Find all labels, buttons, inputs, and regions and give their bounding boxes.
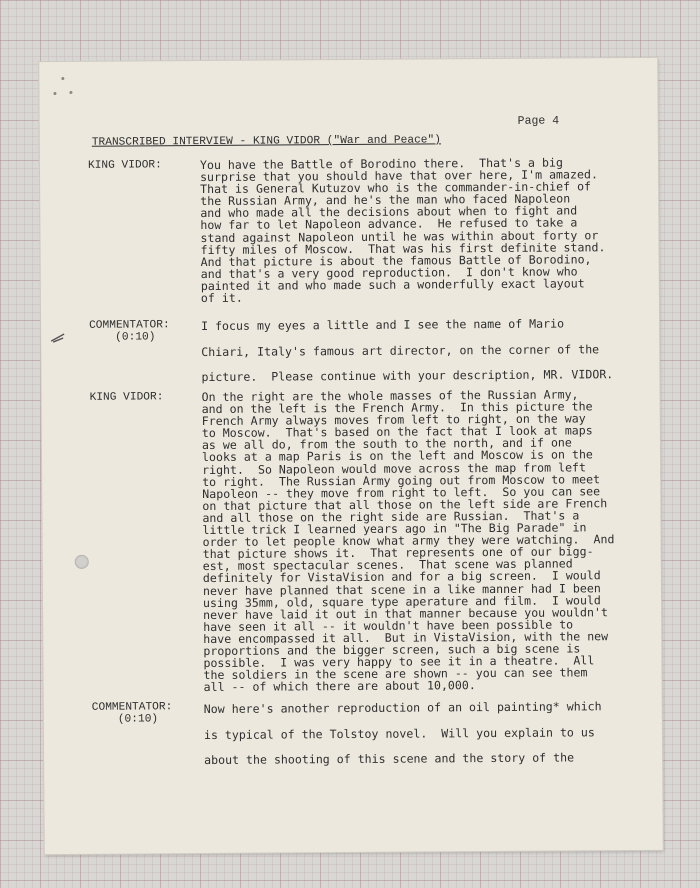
page-number: Page 4 xyxy=(517,114,560,128)
speaker-name: KING VIDOR: xyxy=(87,159,162,172)
speaker-name: KING VIDOR: xyxy=(89,391,164,404)
speaker-name: COMMENTATOR: xyxy=(91,701,173,714)
typed-page xyxy=(39,58,663,854)
speaker-label xyxy=(92,701,204,726)
speaker-duration: (0:10) xyxy=(115,331,156,344)
speaker-label xyxy=(88,159,200,172)
punch-hole xyxy=(75,555,89,569)
speaker-duration: (0:10) xyxy=(117,713,159,726)
pin-mark xyxy=(61,77,64,80)
speaker-label xyxy=(89,319,201,344)
speaker-label xyxy=(90,391,202,404)
document-title: TRANSCRIBED INTERVIEW - KING VIDOR ("War and Peace") xyxy=(91,134,441,149)
transcript-paragraph: You have the Battle of Borodino there. That's a big surprise that you should have that over here, I'm amazed. That is General Kutuzov who is the commander-in-chief of the Russian Army, and he's the man who faced Napoleon and who made all the decisions about when to fight and how far to let Napoleon advance. He refused to take a stand against Napoleon until he was within about forty or fifty miles of Moscow. That was his first definite stand. And that picture is about the famous Battle of Borodino, and that's a very good reproduction. I don't know who painted it and who made such a wonderfully exact layout of it. xyxy=(199,155,606,306)
pin-mark xyxy=(69,91,72,94)
speaker-name: COMMENTATOR: xyxy=(89,319,170,332)
transcript-paragraph: Now here's another reproduction of an oil painting* which is typical of the Tolstoy novel. Will you explain to us about the shooting of this scene and the story of the xyxy=(203,699,602,768)
transcript-paragraph: On the right are the whole masses of the Russian Army, and on the left is the French Army. In this picture the French Army always moves from left to right, on the way to Moscow. That's based on the fact that I look at maps as we all do, from the south to the north, and if one looks at a map Paris is on the left and Moscow is on the right. So Napoleon would move across the map from left to right. The Russian Army going out from Moscow to meet Napoleon -- they move from right to left. So you can see on that picture that all those on the left side are French and all those on the right side are Russian. That's a little trick I learned years ago in "The Big Parade" in order to let people know what army they were watching. And that picture shows it. That represents one of our bigg- est, most spectacular scenes. That scene was planned definitely for VistaVision and for a big screen. I would never have planned that scene in a like manner had I been using 35mm, old, square type aperature and film. I would never have laid it out in that manner because you wouldn't have seen it all -- it wouldn't have been possible to have encompassed it all. But in VistaVision, with the new proportions and the bigger screen, such a big scene is possible. I was very happy to see it in a theatre. All the soldiers in the scene are shown -- you can see them all -- of which there are about 10,000. xyxy=(201,387,615,695)
pencil-mark-icon xyxy=(49,332,69,344)
pin-mark xyxy=(53,92,56,95)
transcript-paragraph: I focus my eyes a little and I see the name of Mario Chiari, Italy's famous art director, on the corner of the picture. Please continue with your description, MR. VIDOR. xyxy=(201,316,614,385)
